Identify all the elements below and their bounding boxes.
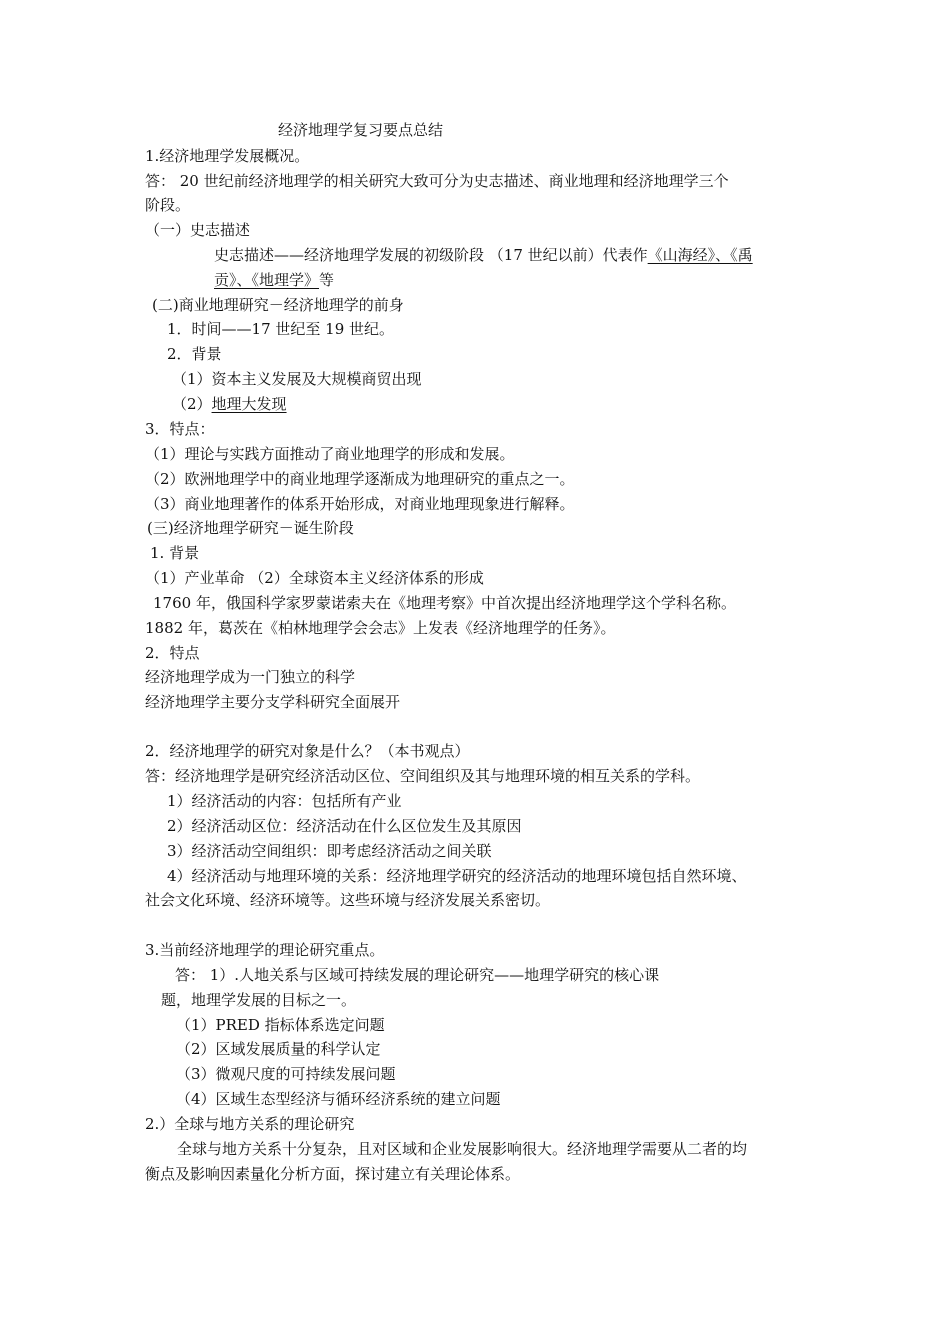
section-2-item-4-line-2: 社会文化环境、经济环境等。这些环境与经济发展关系密切。	[145, 891, 551, 909]
section-2-item-1: 1）经济活动的内容：包括所有产业	[167, 792, 402, 810]
part-3-feature-1: 经济地理学成为一门独立的科学	[145, 668, 356, 686]
part-3-1882-note: 1882 年，葛茨在《柏林地理学会会志》上发表《经济地理学的任务》。	[145, 619, 616, 637]
part-2-background-2-number: （2）	[172, 395, 212, 413]
representative-works-link: 《山海经》、《禹	[647, 246, 753, 264]
part-3-item-background: 1. 背景	[150, 544, 200, 562]
section-2-item-4-line-1: 4）经济活动与地理环境的关系：经济地理学研究的经济活动的地理环境包括自然环境、	[167, 867, 747, 885]
section-2-item-3: 3）经济活动空间组织：即考虑经济活动之间关联	[167, 842, 492, 860]
section-3-paragraph-line-2: 衡点及影响因素量化分析方面，探讨建立有关理论体系。	[145, 1165, 521, 1183]
part-2-heading: (二)商业地理研究－经济地理学的前身	[152, 296, 404, 314]
part-2-feature-3: （3）商业地理著作的体系开始形成，对商业地理现象进行解释。	[145, 495, 575, 513]
part-2-item-time: 1．时间——17 世纪至 19 世纪。	[167, 320, 395, 338]
part-1-paragraph-tail: 等	[319, 271, 335, 289]
section-2-heading: 2．经济地理学的研究对象是什么？（本书观点）	[145, 742, 470, 760]
part-1-heading: （一）史志描述	[145, 221, 251, 239]
section-1-answer-line-2: 阶段。	[145, 196, 191, 214]
part-1-paragraph-text: 史志描述——经济地理学发展的初级阶段 （17 世纪以前）代表作	[214, 246, 648, 264]
section-3-point-4: （4）区域生态型经济与循环经济系统的建立问题	[176, 1090, 501, 1108]
part-3-feature-2: 经济地理学主要分支学科研究全面展开	[145, 693, 401, 711]
part-1-paragraph-line-1	[214, 245, 753, 265]
section-1-answer-line-1: 答： 20 世纪前经济地理学的相关研究大致可分为史志描述、商业地理和经济地理学三个	[145, 172, 729, 190]
part-3-1760-note: 1760 年，俄国科学家罗蒙诺索夫在《地理考察》中首次提出经济地理学这个学科名称。	[153, 594, 736, 612]
part-2-feature-1: （1）理论与实践方面推动了商业地理学的形成和发展。	[145, 445, 515, 463]
part-2-background-2-text: 地理大发现	[211, 395, 287, 413]
part-2-background-2	[172, 394, 287, 414]
section-3-point-1: （1）PRED 指标体系选定问题	[176, 1016, 385, 1034]
part-3-item-features: 2．特点	[145, 644, 200, 662]
part-2-item-background: 2．背景	[167, 345, 222, 363]
part-3-background-items: （1）产业革命 （2）全球资本主义经济体系的形成	[145, 569, 484, 587]
document-title: 经济地理学复习要点总结	[278, 121, 444, 139]
section-2-answer: 答：经济地理学是研究经济活动区位、空间组织及其与地理环境的相互关系的学科。	[145, 767, 701, 785]
section-3-heading: 3.当前经济地理学的理论研究重点。	[145, 941, 385, 959]
section-3-point-2: （2）区域发展质量的科学认定	[176, 1040, 381, 1058]
section-3-point-3: （3）微观尺度的可持续发展问题	[176, 1065, 396, 1083]
part-2-feature-2: （2）欧洲地理学中的商业地理学逐渐成为地理研究的重点之一。	[145, 470, 575, 488]
section-3-subheading-2: 2.）全球与地方关系的理论研究	[145, 1115, 355, 1133]
section-3-paragraph-line-1: 全球与地方关系十分复杂，且对区域和企业发展影响很大。经济地理学需要从二者的均	[177, 1140, 748, 1158]
section-1-heading: 1.经济地理学发展概况。	[145, 147, 310, 165]
representative-works-link-cont: 贡》、《地理学》	[214, 271, 320, 289]
section-3-answer-line-2: 题，地理学发展的目标之一。	[161, 991, 357, 1009]
part-2-background-1: （1）资本主义发展及大规模商贸出现	[172, 370, 422, 388]
section-3-answer-line-1: 答： 1）.人地关系与区域可持续发展的理论研究——地理学研究的核心课	[175, 966, 660, 984]
section-2-item-2: 2）经济活动区位：经济活动在什么区位发生及其原因	[167, 817, 522, 835]
part-2-item-features: 3．特点：	[145, 420, 215, 438]
part-3-heading: (三)经济地理学研究－诞生阶段	[147, 519, 354, 537]
part-1-paragraph-line-2	[214, 270, 334, 290]
